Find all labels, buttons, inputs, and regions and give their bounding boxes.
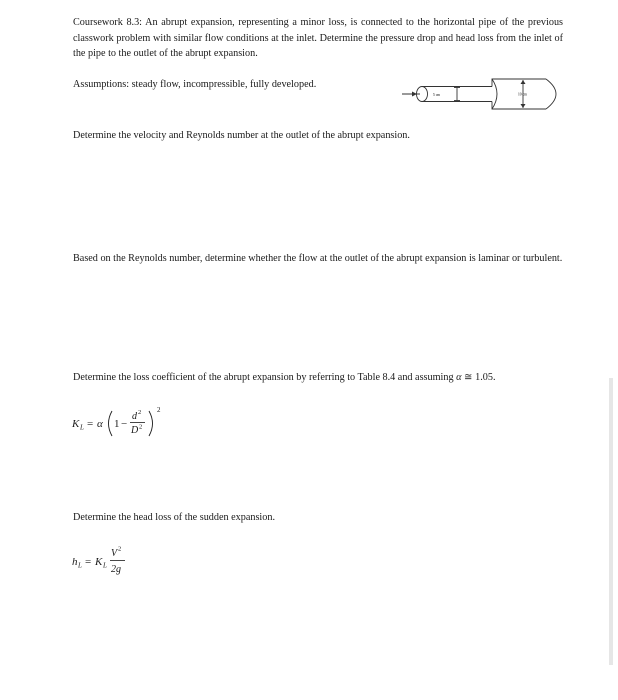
coursework-label: Coursework 8.3: [73, 17, 143, 28]
hl-num-sup: 2 [118, 545, 122, 553]
kl-subscript: L [80, 423, 84, 432]
loss-coeff-prefix: Determine the loss coefficient of the abrupt expansion by referring to Table 8.4 and assuming [73, 372, 454, 383]
left-paren [109, 411, 113, 436]
page-edge-rule [609, 378, 613, 665]
alpha-value: 1.05. [475, 372, 496, 383]
intro-paragraph [73, 15, 563, 62]
intro-text: An abrupt expansion, representing a minor loss, is connected to the horizontal pipe of the previous classwork problem with similar flow conditions at the inlet. Determine the pressure drop and head loss from the inlet of the pipe to the outlet of the abrupt expansion. [73, 17, 563, 59]
kl-den-d: D [131, 425, 139, 436]
loss-coefficient-equation [70, 398, 180, 444]
approx-symbol: ≅ [464, 372, 473, 383]
large-dim-label: 10 cm [518, 92, 527, 97]
question-flow-regime: Based on the Reynolds number, determine whether the flow at the outlet of the abrupt expansion is laminar or turbulent. [73, 253, 563, 264]
kl-one: 1 [114, 418, 120, 430]
alpha-symbol: α [456, 372, 462, 383]
question-head-loss: Determine the head loss of the sudden expansion. [73, 512, 275, 523]
small-dim-label: 5 cm [433, 93, 441, 97]
kl-alpha: α [97, 418, 103, 430]
kl-den-sup: 2 [139, 423, 143, 431]
kl-outer-exponent: 2 [157, 406, 161, 414]
hl-coef-subscript: L [103, 561, 107, 570]
large-pipe-outlet [546, 79, 556, 109]
kl-num-sup: 2 [138, 409, 142, 416]
kl-num-d: d [132, 411, 137, 422]
hl-num-v: V [111, 548, 118, 559]
kl-minus: − [121, 418, 128, 430]
large-pipe-top [492, 79, 546, 87]
hl-den: 2g [111, 564, 121, 575]
question-velocity: Determine the velocity and Reynolds number at the outlet of the abrupt expansion. [73, 130, 410, 141]
right-paren [149, 411, 153, 436]
hl-subscript: L [78, 561, 82, 570]
head-loss-equation [70, 540, 140, 582]
hl-equals: = [85, 556, 92, 568]
expansion-face [492, 79, 497, 109]
hl-symbol: h [72, 556, 78, 568]
kl-equals: = [87, 418, 94, 430]
large-pipe-bottom [492, 102, 546, 110]
assumptions-text: Assumptions: steady flow, incompressible, fully developed. [73, 79, 317, 90]
pipe-expansion-diagram [396, 76, 566, 112]
hl-coef: K [95, 556, 103, 568]
kl-symbol: K [72, 418, 80, 430]
question-loss-coefficient [73, 370, 563, 386]
